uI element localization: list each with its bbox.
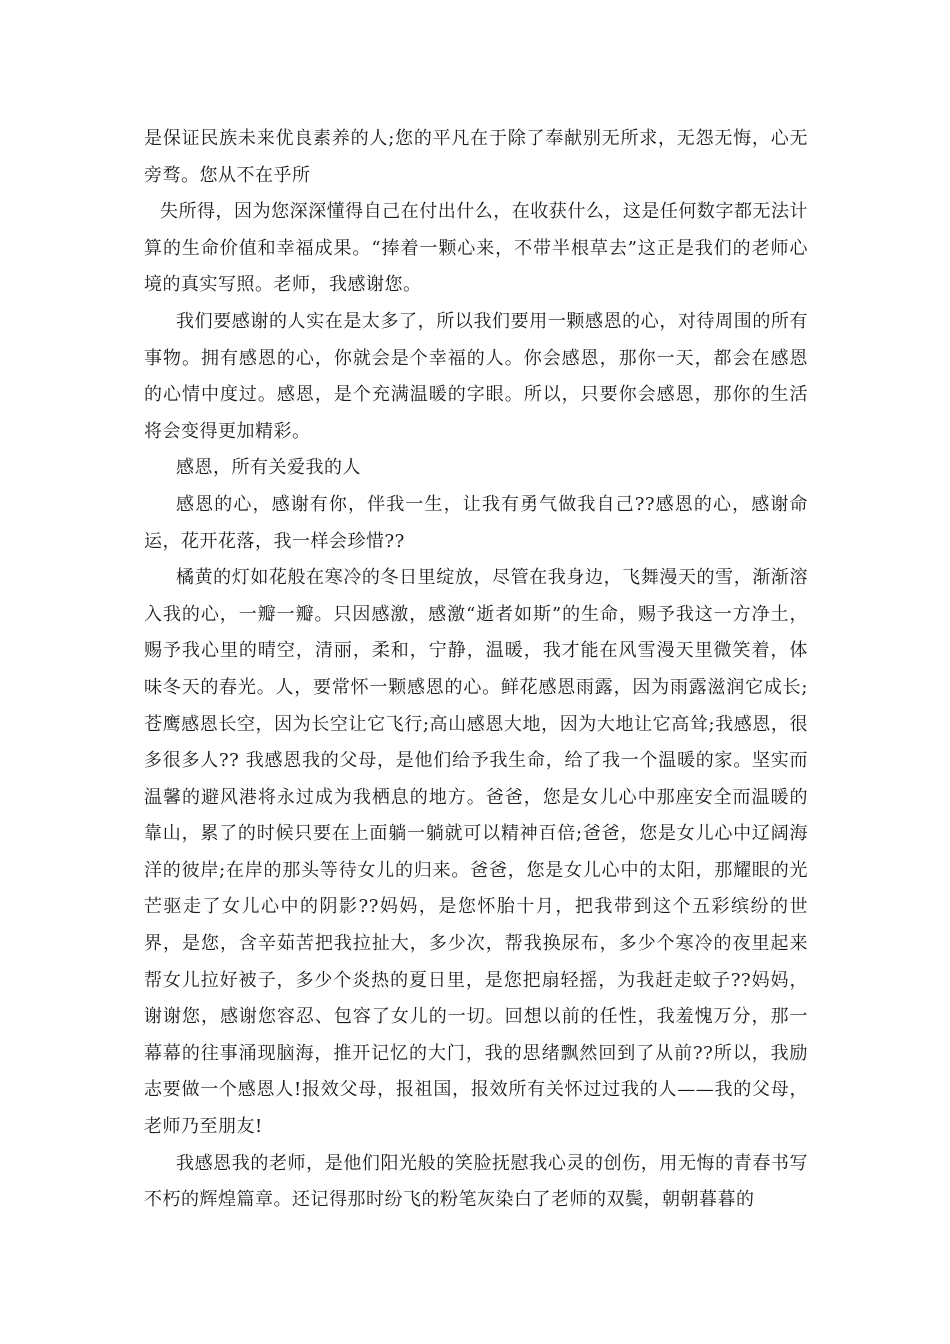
paragraph-5: 感恩的心，感谢有你，伴我一生，让我有勇气做我自己??感恩的心，感谢命运，花开花落，我一样会珍惜?? — [144, 493, 808, 552]
document-body — [144, 121, 808, 1219]
paragraph-3: 我们要感谢的人实在是太多了，所以我们要用一颗感恩的心，对待周围的所有事物。拥有感恩的心，你就会是个幸福的人。你会感恩，那你一天，都会在感恩的心情中度过。感恩，是个充满温暖的字眼。所以，只要你会感恩，那你的生活将会变得更加精彩。 — [144, 310, 808, 442]
paragraph-1: 是保证民族未来优良素养的人;您的平凡在于除了奉献别无所求，无怨无悔，心无旁骛。您从不在乎所 — [144, 128, 808, 186]
paragraph-4: 感恩，所有关爱我的人 — [176, 457, 361, 479]
paragraph-7: 我感恩我的老师，是他们阳光般的笑脸抚慰我心灵的创伤，用无悔的青春书写不朽的辉煌篇章。还记得那时纷飞的粉笔灰染白了老师的双鬓，朝朝暮暮的 — [144, 1152, 808, 1211]
paragraph-6: 橘黄的灯如花般在寒冷的冬日里绽放，尽管在我身边，飞舞漫天的雪，渐渐溶入我的心，一瓣一瓣。只因感激，感激“逝者如斯”的生命，赐予我这一方净土，赐予我心里的晴空，清丽，柔和，宁静，温暖，我才能在风雪漫天里微笑着，体味冬天的春光。人，要常怀一颗感恩的心。鲜花感恩雨露，因为雨露滋润它成长;苍鹰感恩长空，因为长空让它飞行;高山感恩大地，因为大地让它高耸;我感恩，很多很多人?? 我感恩我的父母，是他们给予我生命，给了我一个温暖的家。坚实而温馨的避风港将永过成为我栖息的地方。爸爸，您是女儿心中那座安全而温暖的靠山，累了的时候只要在上面躺一躺就可以精神百倍;爸爸，您是女儿心中辽阔海洋的彼岸;在岸的那头等待女儿的归来。爸爸，您是女儿心中的太阳，那耀眼的光芒驱走了女儿心中的阴影??妈妈，是您怀胎十月，把我带到这个五彩缤纷的世界，是您，含辛茹苦把我拉扯大，多少次，帮我换尿布，多少个寒冷的夜里起来帮女儿拉好被子，多少个炎热的夏日里，是您把扇轻摇，为我赶走蚊子??妈妈，谢谢您，感谢您容忍、包容了女儿的一切。回想以前的任性，我羞愧万分，那一幕幕的往事涌现脑海，推开记忆的大门，我的思绪飘然回到了从前??所以，我励志要做一个感恩人!报效父母，报祖国，报效所有关怀过过我的人——我的父母，老师乃至朋友! — [144, 567, 808, 1138]
paragraph-2: 失所得，因为您深深懂得自己在付出什么，在收获什么，这是任何数字都无法计算的生命价值和幸福成果。“捧着一颗心来，不带半根草去”这正是我们的老师心境的真实写照。老师，我感谢您。 — [144, 201, 808, 296]
